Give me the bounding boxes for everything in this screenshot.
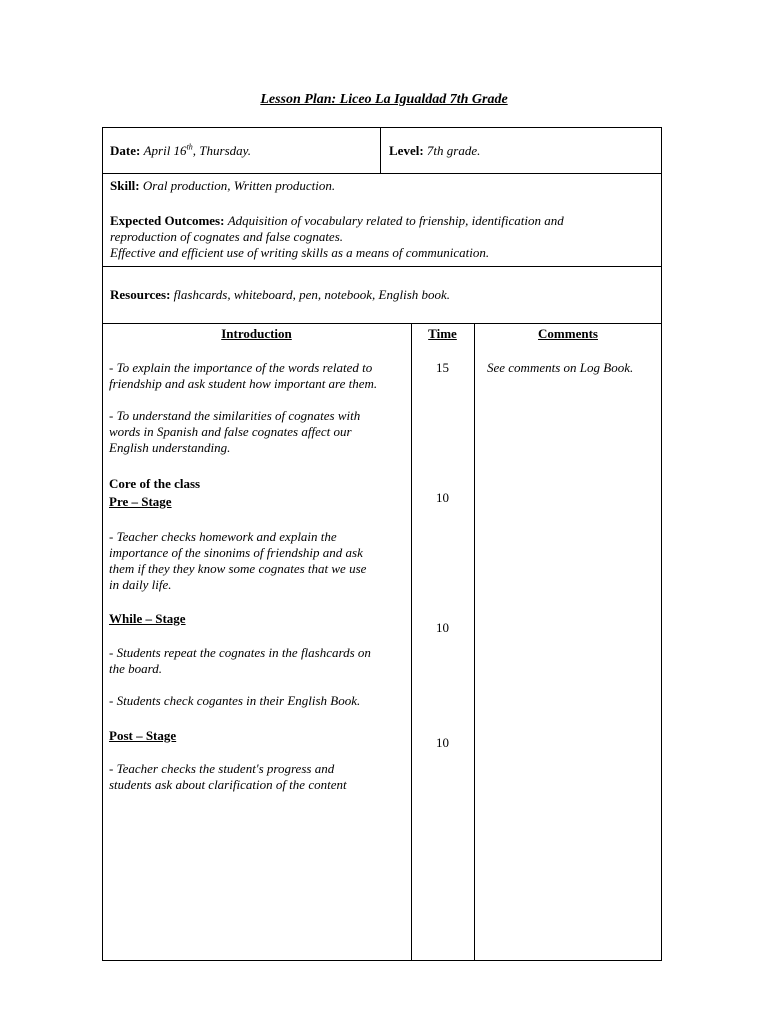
time-value-3: 10 xyxy=(436,620,449,635)
while-stage-heading: While – Stage xyxy=(109,611,186,626)
intro-item-1: - To explain the importance of the words related to friendship and ask student how important are them. xyxy=(109,360,378,391)
while-stage-text-2: - Students check cogantes in their English Book. xyxy=(109,693,361,708)
pre-stage-text: - Teacher checks homework and explain the importance of the sinonims of friendship and ask them if they they know some cognates that we use in daily life. xyxy=(109,529,367,592)
divider xyxy=(474,323,475,961)
date-cell xyxy=(110,143,251,159)
skill-label: Skill: xyxy=(110,178,140,193)
core-heading: Core of the class xyxy=(109,476,201,491)
skill-value: Oral production, Written production. xyxy=(142,178,336,193)
outcomes-cell xyxy=(110,213,655,261)
intro-item-2: - To understand the similarities of cognates with words in Spanish and false cognates affect our English understanding. xyxy=(109,408,361,455)
post-stage-text: - Teacher checks the student's progress and students ask about clarification of the content xyxy=(109,761,347,792)
outcomes-line-3: Effective and efficient use of writing skills as a means of communication. xyxy=(110,245,490,260)
time-value-4: 10 xyxy=(436,735,449,750)
post-stage-heading: Post – Stage xyxy=(109,728,177,743)
column-header-introduction: Introduction xyxy=(221,326,292,341)
level-value: 7th grade. xyxy=(426,143,481,158)
divider xyxy=(102,173,662,174)
pre-stage-heading: Pre – Stage xyxy=(109,494,172,509)
divider xyxy=(380,127,381,174)
resources-label: Resources: xyxy=(110,287,171,302)
resources-cell xyxy=(110,287,450,303)
comment-1: See comments on Log Book. xyxy=(487,360,634,375)
page-title: Lesson Plan: Liceo La Igualdad 7th Grade xyxy=(260,92,508,107)
date-value: April 16th, Thursday. xyxy=(143,142,251,158)
outcomes-line-1: Adquisition of vocabulary related to frienship, identification and xyxy=(227,213,564,228)
level-label: Level: xyxy=(389,143,424,158)
while-stage-text-1: - Students repeat the cognates in the flashcards on the board. xyxy=(109,645,371,676)
skill-cell xyxy=(110,178,335,194)
date-label: Date: xyxy=(110,143,141,158)
column-header-comments: Comments xyxy=(538,326,598,341)
outcomes-label: Expected Outcomes: xyxy=(110,213,225,228)
divider xyxy=(411,323,412,961)
resources-value: flashcards, whiteboard, pen, notebook, English book. xyxy=(173,287,451,302)
column-header-time: Time xyxy=(428,326,457,341)
time-value-2: 10 xyxy=(436,490,449,505)
time-value-1: 15 xyxy=(436,360,449,375)
divider xyxy=(102,266,662,267)
outcomes-line-2: reproduction of cognates and false cognates. xyxy=(110,229,344,244)
level-cell xyxy=(389,143,480,159)
